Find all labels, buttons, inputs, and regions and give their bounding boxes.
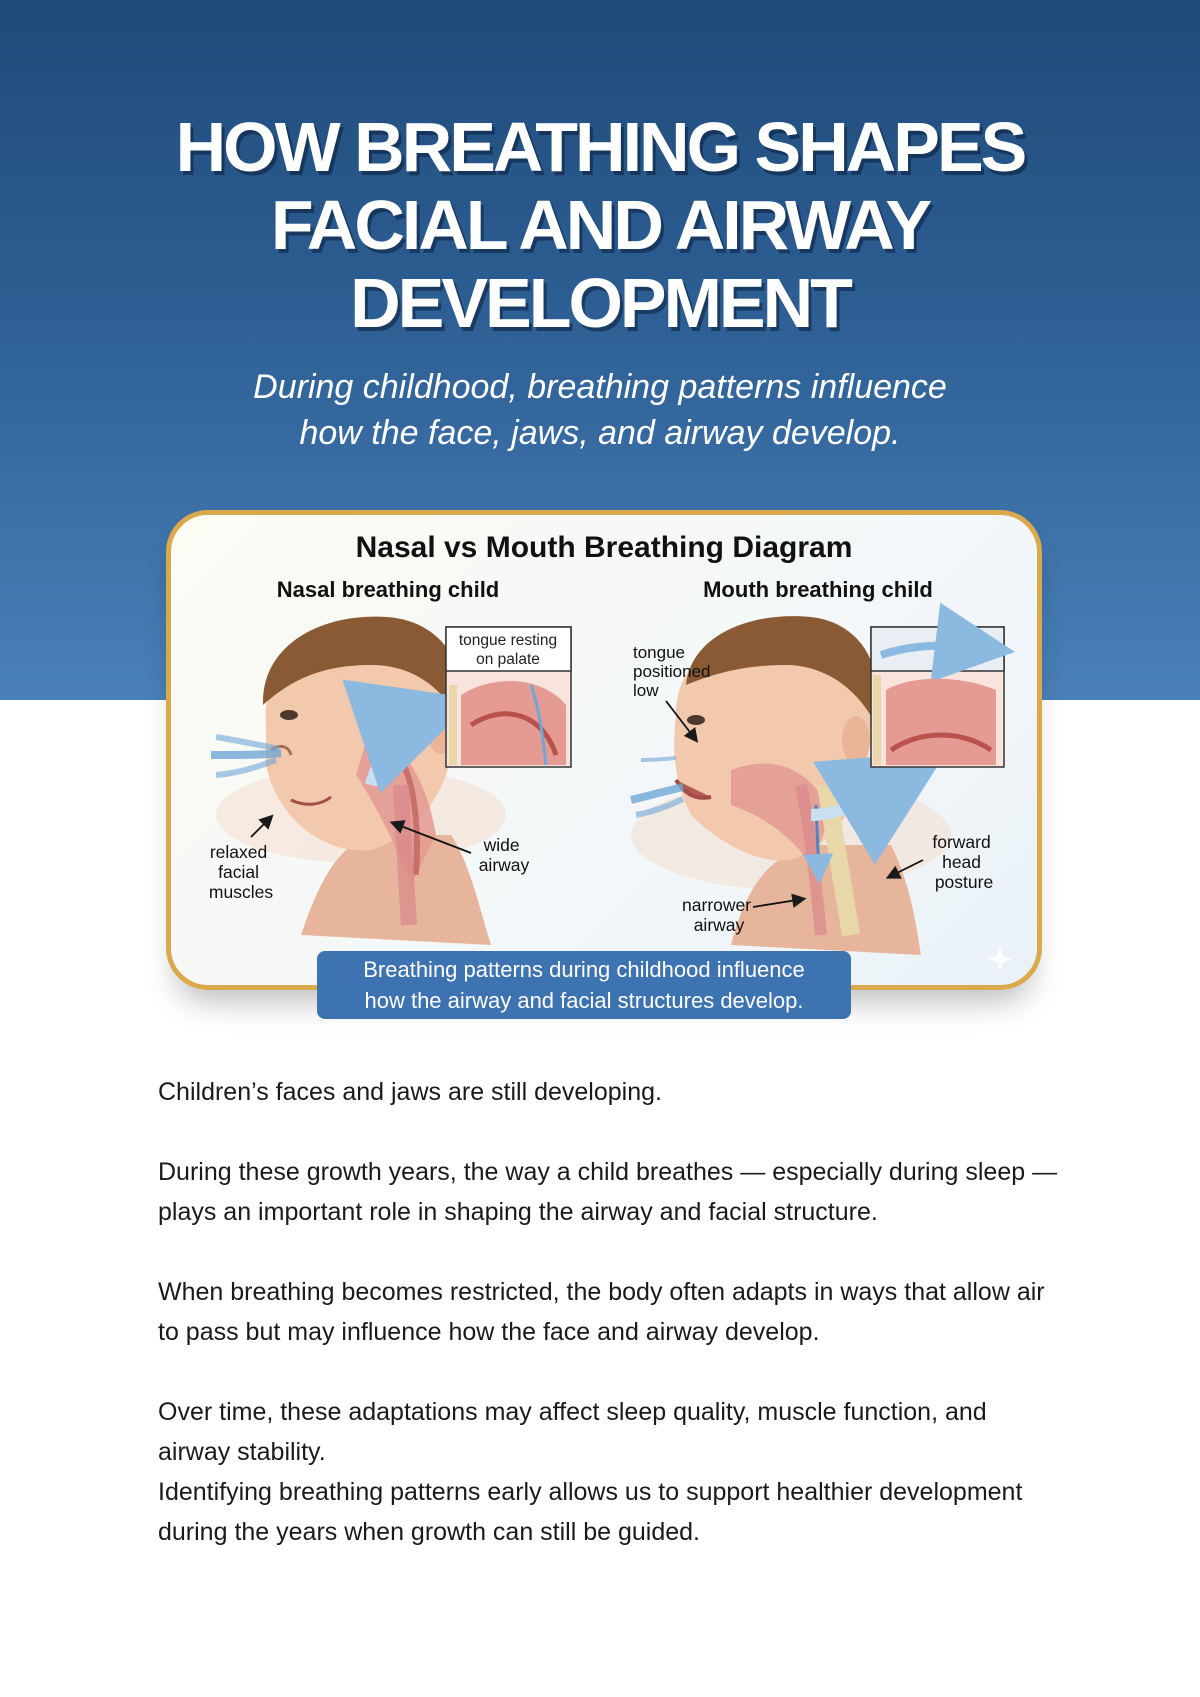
caption-line: how the airway and facial structures develop. [364,988,804,1013]
paragraph: Children’s faces and jaws are still developing. [158,1078,662,1106]
breathing-diagram-illustration [171,515,1037,985]
sparkle-icon [988,947,1012,971]
page-subtitle [0,364,1200,456]
wide-airway-label: wide airway [478,835,530,875]
page-title [0,108,1200,342]
breathing-diagram-card [166,510,1042,990]
diagram-caption [317,951,851,1019]
subtitle-line: how the face, jaws, and airway develop. [299,414,901,452]
body-text [158,1072,1058,1552]
subtitle-line: During childhood, breathing patterns influence [253,368,947,406]
nasal-panel-heading: Nasal breathing child [276,577,500,602]
relaxed-muscles-label: relaxed facial muscles [208,842,274,902]
title-line: HOW BREATHING SHAPES [175,108,1025,186]
inset-label-line: tongue resting [458,632,558,649]
inset-label-line: on palate [476,651,540,668]
tongue-low-inset [871,627,1004,767]
forward-posture-label: forward head posture [932,832,994,892]
caption-line: Breathing patterns during childhood influence [363,957,805,982]
diagram-title: Nasal vs Mouth Breathing Diagram [355,531,853,564]
paragraph: During these growth years, the way a child breathes — especially during sleep — plays an important role in shaping the airway and facial structure. [158,1158,1058,1226]
title-line: DEVELOPMENT [350,264,850,342]
title-line: FACIAL AND AIRWAY [270,186,930,264]
mouth-panel-heading: Mouth breathing child [703,577,933,602]
tongue-low-label: tongue positioned low [633,643,711,700]
paragraph: Over time, these adaptations may affect sleep quality, muscle function, and airway stability. [158,1398,987,1466]
paragraph: When breathing becomes restricted, the body often adapts in ways that allow air to pass but may influence how the face and airway develop. [158,1278,1045,1346]
narrower-airway-label: narrower airway [682,895,752,935]
paragraph: Identifying breathing patterns early allows us to support healthier development during the years when growth can still be guided. [158,1478,1023,1546]
tongue-resting-inset [446,627,571,767]
